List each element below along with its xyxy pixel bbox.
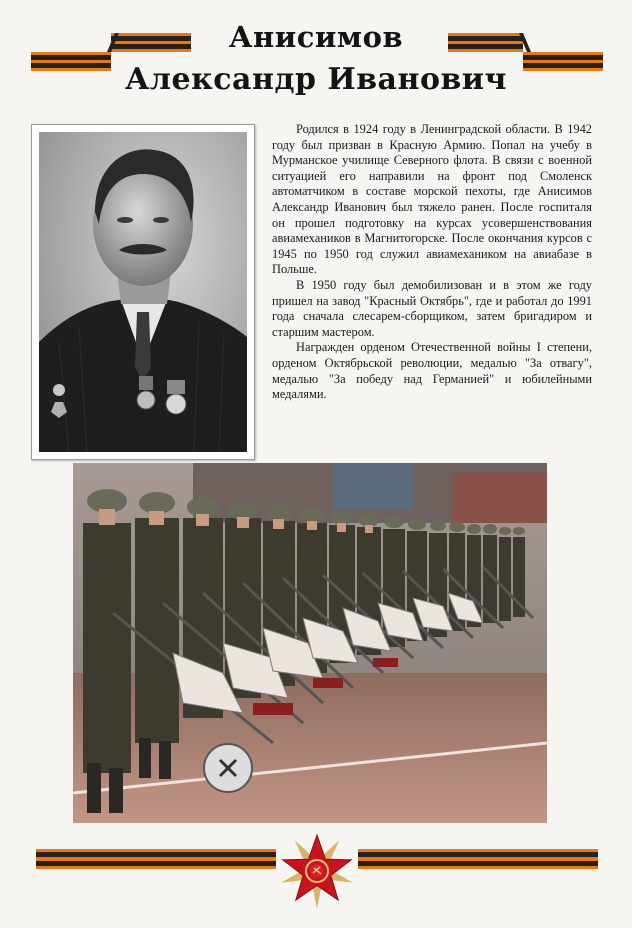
parade-photo	[73, 463, 547, 823]
person-full-name: Александр Иванович	[124, 62, 508, 97]
biography-paragraph-3: Награжден орденом Отечественной войны I степени, орденом Октябрьской революции, медалью "За отвагу", медалью "За победу над Германией" и юбилейными медалями.	[272, 340, 592, 402]
portrait-frame	[31, 124, 255, 460]
biography-text	[272, 122, 592, 403]
portrait-photo-icon	[39, 132, 247, 452]
biography-paragraph-1: Родился в 1924 году в Ленинградской области. В 1942 году был призван в Красную Армию. Попал на учебу в Мурманское училище Северного флота. В связи с военной ситуацией его направили на фронт под Смоленск автоматчиком в составе морской пехоты, где Анисимов Александр Иванович был тяжело ранен. После госпиталя он прошел подготовку на курсах усовершенствования авиамехаников в Магнитогорске. После окончания курсов с 1945 по 1950 год служил авиамехаником на авиабазе в Польше.	[272, 122, 592, 277]
victory-parade-photo-icon	[73, 463, 547, 823]
order-of-patriotic-war-icon	[277, 831, 357, 916]
biography-paragraph-2: В 1950 году был демобилизован и в этом же году пришел на завод "Красный Октябрь", где и работал до 1991 года сначала слесарем-сборщиком, затем бригадиром и старшим мастером.	[272, 277, 592, 339]
st-george-ribbon-bottom-right	[358, 848, 598, 876]
person-surname: Анисимов	[228, 20, 404, 54]
st-george-ribbon-bottom-left	[36, 848, 276, 876]
